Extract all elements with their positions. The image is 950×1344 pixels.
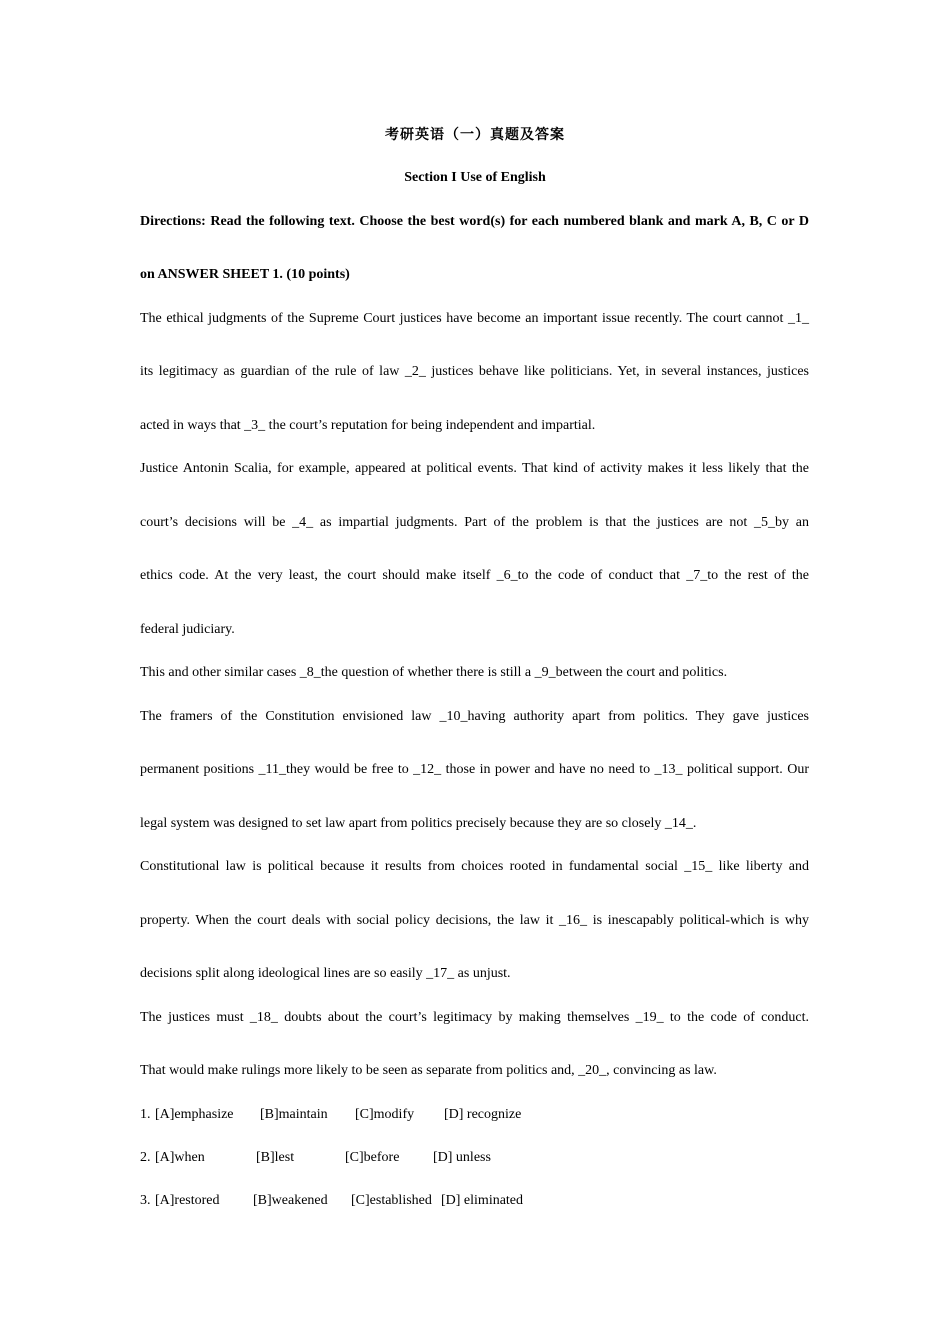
passage-line: This and other similar cases _8_the question of whether there is still a _9_between the court and politics.: [140, 665, 728, 680]
option-b: [B]maintain: [260, 1107, 328, 1122]
option-c: [C]before: [345, 1150, 400, 1165]
option-a: [A]emphasize: [155, 1107, 234, 1122]
question-number: 1.: [140, 1107, 151, 1122]
option-a: [A]when: [155, 1150, 205, 1165]
question-row: [140, 1106, 809, 1124]
option-c: [C]established: [351, 1193, 432, 1208]
passage-line: legal system was designed to set law apart from politics precisely because they are so closely _14_.: [140, 816, 697, 831]
option-d: [D] eliminated: [441, 1193, 524, 1208]
passage-line: Constitutional law is political because it results from choices rooted in fundamental social _15_ like liberty and: [140, 859, 809, 874]
option-b: [B]lest: [256, 1150, 295, 1165]
question-row: [140, 1149, 809, 1167]
passage-line: ethics code. At the very least, the court should make itself _6_to the code of conduct that _7_to the rest of the: [140, 568, 809, 583]
option-c: [C]modify: [355, 1107, 415, 1122]
option-b: [B]weakened: [253, 1193, 328, 1208]
question-row: [140, 1192, 809, 1210]
directions-line: Directions: Read the following text. Choose the best word(s) for each numbered blank and mark A, B, C or D: [140, 214, 809, 229]
passage-line: property. When the court deals with social policy decisions, the law it _16_ is inescapably political-which is why: [140, 913, 809, 928]
option-a: [A]restored: [155, 1193, 220, 1208]
section-heading: Section I Use of English: [404, 170, 546, 185]
page-title: 考研英语（一）真题及答案: [385, 128, 565, 143]
directions-line: on ANSWER SHEET 1. (10 points): [140, 267, 350, 282]
passage-line: That would make rulings more likely to be seen as separate from politics and, _20_, convincing as law.: [140, 1063, 717, 1078]
option-d: [D] unless: [433, 1150, 491, 1165]
passage-line: court’s decisions will be _4_ as impartial judgments. Part of the problem is that the justices are not _5_by an: [140, 515, 809, 530]
passage-line: The justices must _18_ doubts about the court’s legitimacy by making themselves _19_ to the code of conduct.: [140, 1010, 809, 1025]
question-number: 2.: [140, 1150, 151, 1165]
passage-line: federal judiciary.: [140, 622, 235, 637]
passage-line: The framers of the Constitution envisioned law _10_having authority apart from politics. They gave justices: [140, 709, 809, 724]
option-d: [D] recognize: [444, 1107, 522, 1122]
passage-line: decisions split along ideological lines are so easily _17_ as unjust.: [140, 966, 511, 981]
passage-line: Justice Antonin Scalia, for example, appeared at political events. That kind of activity makes it less likely that the: [140, 461, 809, 476]
question-number: 3.: [140, 1193, 151, 1208]
passage-line: The ethical judgments of the Supreme Court justices have become an important issue recently. The court cannot _1_: [140, 311, 809, 326]
passage-line: permanent positions _11_they would be free to _12_ those in power and have no need to _13_ political support. Our: [140, 762, 809, 777]
passage-line: its legitimacy as guardian of the rule of law _2_ justices behave like politicians. Yet, in several instances, justices: [140, 364, 809, 379]
passage-line: acted in ways that _3_ the court’s reputation for being independent and impartial.: [140, 418, 596, 433]
